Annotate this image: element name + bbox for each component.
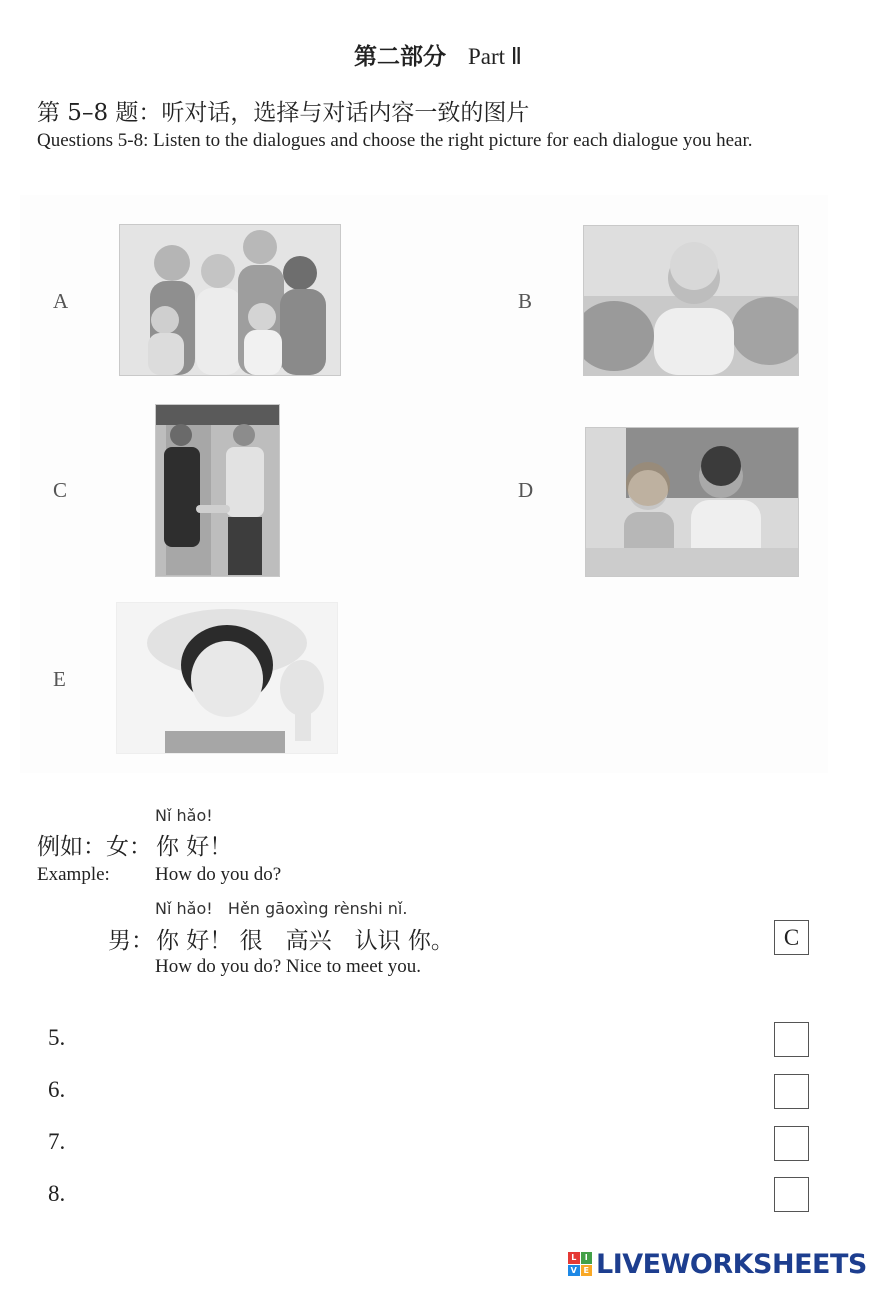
example-male-cn: 你 好！ 很 高兴 认识 你。: [156, 928, 454, 954]
liveworksheets-logo[interactable]: [568, 1248, 867, 1280]
example-male-en: How do you do? Nice to meet you.: [155, 956, 421, 977]
teacher-student-photo-icon: [585, 427, 799, 577]
family-photo-icon: [119, 224, 341, 376]
answer-input-5[interactable]: [774, 1022, 809, 1057]
example-female-en: How do you do?: [155, 864, 282, 885]
example-answer-box: C: [774, 920, 809, 955]
instructions-en: Questions 5-8: Listen to the dialogues and choose the right picture for each dialogue you hear.: [37, 130, 753, 151]
example-male-pinyin: Nǐ hǎo! Hěn gāoxìng rènshi nǐ.: [155, 899, 408, 918]
grandmother-photo-icon: [583, 225, 799, 376]
girl-waving-photo-icon: [116, 602, 338, 754]
handshake-photo-icon: [155, 404, 280, 577]
question-number-8: 8.: [48, 1181, 66, 1206]
logo-text: LIVEWORKSHEETS: [596, 1248, 867, 1280]
picture-letter-a: A: [53, 289, 69, 313]
picture-letter-c: C: [53, 478, 68, 502]
title-cn: 第二部分: [353, 43, 446, 70]
example-female-cn: 你 好！: [156, 834, 233, 860]
picture-letter-b: B: [518, 289, 533, 313]
example-male-label: 男：: [108, 928, 154, 954]
picture-letter-d: D: [518, 478, 534, 502]
answer-input-7[interactable]: [774, 1126, 809, 1161]
title-part: Part Ⅱ: [467, 44, 523, 69]
answer-input-8[interactable]: [774, 1177, 809, 1212]
question-number-7: 7.: [48, 1129, 66, 1154]
logo-mark-icon: L I V E: [568, 1252, 592, 1276]
question-number-6: 6.: [48, 1077, 66, 1102]
example-label-cn: 例如：女：: [37, 834, 152, 860]
question-number-5: 5.: [48, 1025, 66, 1050]
example-female-pinyin: Nǐ hǎo!: [155, 806, 213, 825]
answer-input-6[interactable]: [774, 1074, 809, 1109]
instructions-cn: 第 5–8 题：听对话，选择与对话内容一致的图片: [37, 100, 530, 126]
picture-letter-e: E: [53, 667, 66, 691]
example-label-en: Example:: [37, 864, 110, 885]
page-title: [0, 38, 876, 71]
